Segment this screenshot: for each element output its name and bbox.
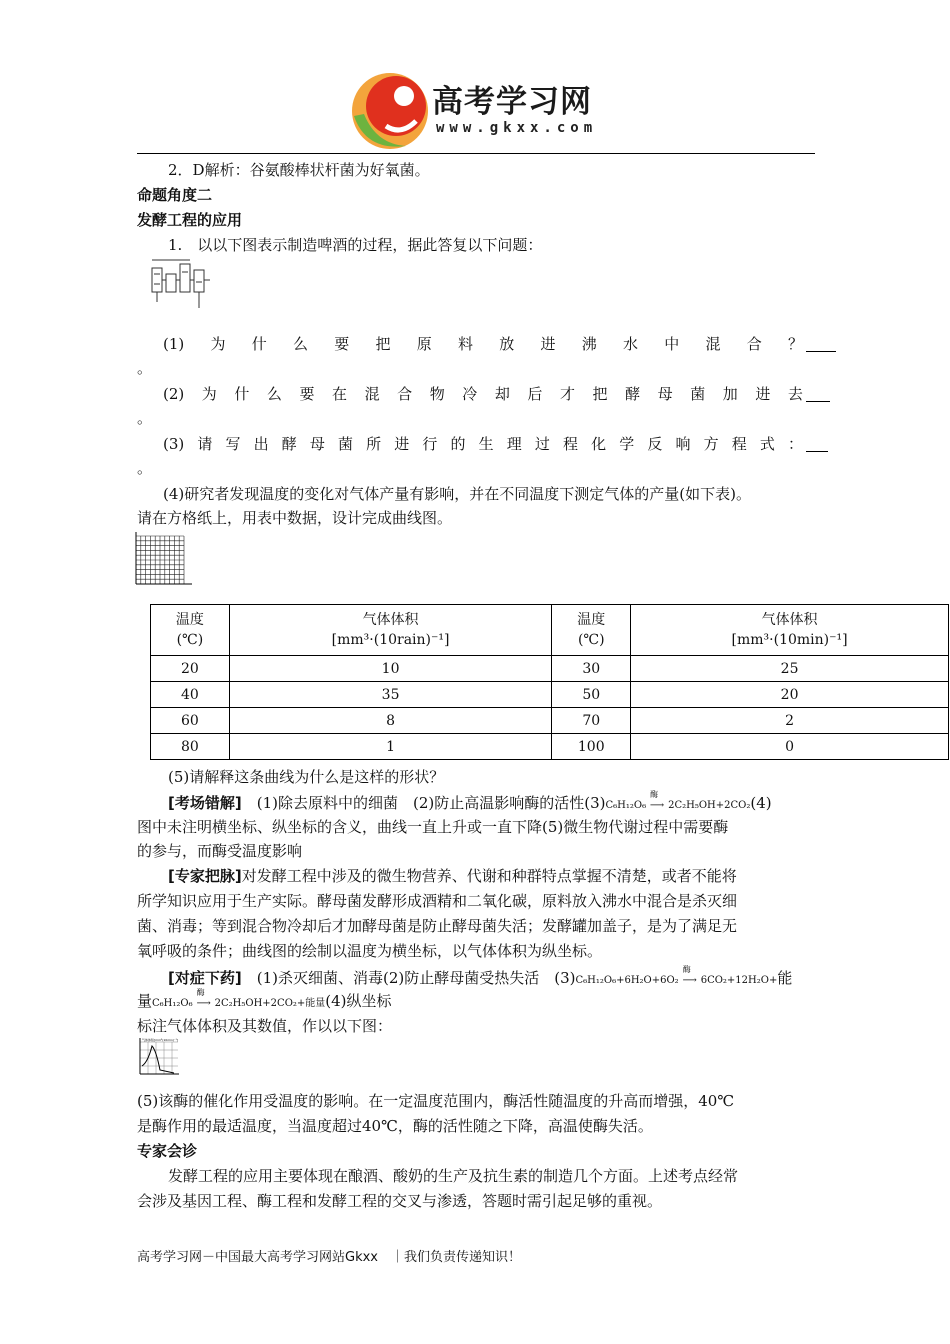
wrong-answer-tail: (4) — [750, 794, 772, 812]
brewing-process-figure — [150, 256, 214, 314]
question-char: 什 — [234, 385, 250, 403]
question-char: 物 — [429, 385, 445, 403]
question-5: (5)请解释这条曲线为什么是这样的形状？ — [168, 768, 445, 786]
question-char: 菌 — [337, 435, 353, 453]
equation-3: C₆H₁₂O₆ 酶 ⟶ 2C₂H₅OH+2CO₂+能量 — [152, 988, 326, 1009]
heading-consultation: 专家会诊 — [137, 1142, 198, 1160]
answer-curve-chart — [134, 1036, 180, 1082]
expert-analysis-label: [专家把脉] — [168, 867, 242, 885]
question-char: 化 — [591, 435, 607, 453]
question-char: 为 — [201, 385, 217, 403]
question-char: 的 — [450, 435, 466, 453]
table-row — [151, 682, 949, 708]
question-char: 中 — [664, 335, 680, 353]
expert-analysis-line2: 所学知识应用于生产实际。酵母菌发酵形成酒精和二氧化碳，原料放入沸水中混合是杀灭细 — [137, 892, 738, 910]
question-2 — [163, 384, 803, 404]
question-char: 混 — [364, 385, 380, 403]
question-char: 水 — [622, 335, 638, 353]
equation-2: C₆H₁₂O₆+6H₂O+6O₂ 酶 ⟶ 6CO₂+12H₂O+ — [575, 965, 778, 986]
expert-analysis-line4: 氧呼吸的条件；曲线图的绘制以温度为横坐标，以气体体积为纵坐标。 — [137, 942, 603, 960]
wrong-answer-line3: 的参与，而酶受温度影响 — [137, 842, 303, 860]
table-cell: 10 — [229, 656, 552, 682]
period-3: 。 — [137, 459, 153, 477]
question-char: 冷 — [462, 385, 478, 403]
question-char: 写 — [225, 435, 241, 453]
question-char: 后 — [527, 385, 543, 403]
question-4-line2: 请在方格纸上，用表中数据，设计完成曲线图。 — [137, 509, 453, 527]
graph-paper-grid — [134, 532, 194, 592]
consultation-line1: 发酵工程的应用主要体现在酿酒、酸奶的生产及抗生素的制造几个方面。上述考点经常 — [168, 1167, 739, 1185]
question-char: 沸 — [581, 335, 597, 353]
table-cell: 1 — [229, 734, 552, 760]
answer-blank-3[interactable] — [806, 437, 828, 452]
chart-ylabel: 气体体积[mm³(10min)⁻¹] — [142, 1038, 178, 1042]
question-char: 过 — [534, 435, 550, 453]
table-cell: 50 — [552, 682, 631, 708]
solution-text: (1)杀灭细菌、消毒(2)防止酵母菌受热失活 (3) — [241, 969, 576, 987]
wrong-answer-line1 — [168, 790, 772, 816]
question-char: 所 — [366, 435, 382, 453]
question-char: 放 — [499, 335, 515, 353]
solution-line1 — [168, 965, 793, 991]
expert-analysis-line1 — [168, 866, 737, 886]
question-char: 生 — [478, 435, 494, 453]
header-cell-temp-1: 温度 (℃) — [151, 605, 230, 656]
question-char: 原 — [416, 335, 432, 353]
table-row — [151, 708, 949, 734]
table-cell: 25 — [631, 656, 949, 682]
table-row — [151, 734, 949, 760]
question-char: 料 — [457, 335, 473, 353]
heading-angle: 命题角度二 — [137, 186, 213, 204]
question-4-line1: (4)研究者发现温度的变化对气体产量有影响，并在不同温度下测定气体的产量(如下表)。 — [163, 485, 751, 503]
question-char: 么 — [266, 385, 282, 403]
question-char: 反 — [647, 435, 663, 453]
question-char: 学 — [619, 435, 635, 453]
wrong-answer-line2: 图中未注明横坐标、纵坐标的含义，曲线一直上升或一直下降(5)微生物代谢过程中需要酶 — [137, 818, 729, 836]
question-char: 行 — [422, 435, 438, 453]
question-char: ？ — [787, 335, 803, 353]
table-cell: 8 — [229, 708, 552, 734]
answer-blank-2[interactable] — [806, 387, 830, 402]
header-cell-volume-1: 气体体积 [mm³·(10rain)⁻¹] — [229, 605, 552, 656]
question-1 — [163, 334, 803, 354]
logo-emblem-icon — [346, 66, 436, 152]
answer-2: 2．D解析：谷氨酸棒状杆菌为好氧菌。 — [168, 161, 430, 179]
question-char: 合 — [746, 335, 762, 353]
question-char: 响 — [675, 435, 691, 453]
question-char: 酵 — [281, 435, 297, 453]
question-char: 母 — [309, 435, 325, 453]
question-intro: 1. 以以下图表示制造啤酒的过程，据此答复以下问题： — [168, 236, 543, 254]
table-cell: 2 — [631, 708, 949, 734]
table-cell: 40 — [151, 682, 230, 708]
wrong-answer-text: (1)除去原料中的细菌 (2)防止高温影响酶的活性(3) — [241, 794, 606, 812]
question-char: 把 — [375, 335, 391, 353]
page-footer: 高考学习网－中国最大高考学习网站Gkxx ｜我们负责传递知识！ — [137, 1250, 521, 1265]
question-char: 进 — [755, 385, 771, 403]
logo-url: www.gkxx.com — [436, 120, 598, 136]
equation-1: C₆H₁₂O₆ 酶 ⟶ 2C₂H₅OH+2CO₂ — [605, 790, 751, 811]
question-char: 在 — [332, 385, 348, 403]
question-char: 为 — [210, 335, 226, 353]
period-2: 。 — [137, 409, 153, 427]
question-char: 把 — [592, 385, 608, 403]
solution-label: [对症下药] — [168, 969, 242, 987]
logo-title: 高考学习网 — [432, 84, 592, 120]
question-char: 出 — [253, 435, 269, 453]
header-cell-temp-2: 温度 (℃) — [552, 605, 631, 656]
question-char: 程 — [731, 435, 747, 453]
question-char: 程 — [562, 435, 578, 453]
question-char: 去 — [787, 385, 803, 403]
question-char: 式 — [759, 435, 775, 453]
question-char: (2) — [163, 385, 185, 403]
question-char: 却 — [494, 385, 510, 403]
question-char: 加 — [722, 385, 738, 403]
question-char: 要 — [299, 385, 315, 403]
table-cell: 20 — [631, 682, 949, 708]
table-cell: 70 — [552, 708, 631, 734]
table-cell: 0 — [631, 734, 949, 760]
expert-analysis-line3: 菌、消毒；等到混合物冷却后才加酵母菌是防止酵母菌失活；发酵罐加盖子，是为了满足无 — [137, 917, 738, 935]
answer-5-line1: (5)该酶的催化作用受温度的影响。在一定温度范围内，酶活性随温度的升高而增强，40℃ — [137, 1092, 735, 1110]
question-char: 方 — [703, 435, 719, 453]
question-char: 要 — [334, 335, 350, 353]
table-cell: 20 — [151, 656, 230, 682]
question-char: 么 — [292, 335, 308, 353]
gas-volume-table — [150, 604, 949, 760]
question-char: (3) — [163, 435, 185, 453]
question-char: 理 — [506, 435, 522, 453]
question-char: ： — [787, 435, 803, 453]
table-cell: 100 — [552, 734, 631, 760]
expert-analysis-text: 对发酵工程中涉及的微生物营养、代谢和种群特点掌握不清楚，或者不能将 — [241, 867, 737, 885]
table-cell: 35 — [229, 682, 552, 708]
question-char: 菌 — [690, 385, 706, 403]
question-char: 混 — [705, 335, 721, 353]
question-char: 进 — [540, 335, 556, 353]
question-char: 酵 — [625, 385, 641, 403]
solution-line2: 量C₆H₁₂O₆ 酶 ⟶ 2C₂H₅OH+2CO₂+能量(4)纵坐标 — [137, 988, 392, 1010]
solution-line3: 标注气体体积及其数值，作以以下图： — [137, 1017, 393, 1035]
heading-topic: 发酵工程的应用 — [137, 211, 243, 229]
question-char: 进 — [394, 435, 410, 453]
header-divider — [137, 153, 815, 154]
question-char: 请 — [197, 435, 213, 453]
site-logo — [346, 66, 616, 152]
answer-5-line2: 是酶作用的最适温度，当温度超过40℃，酶的活性随之下降，高温使酶失活。 — [137, 1117, 653, 1135]
table-cell: 60 — [151, 708, 230, 734]
period-1: 。 — [137, 359, 153, 377]
question-char: 母 — [657, 385, 673, 403]
question-char: 才 — [559, 385, 575, 403]
wrong-answer-label: [考场错解] — [168, 794, 242, 812]
header-cell-volume-2: 气体体积 [mm³·(10min)⁻¹] — [631, 605, 949, 656]
table-cell: 80 — [151, 734, 230, 760]
answer-blank-1[interactable] — [806, 337, 836, 352]
solution-tail: 能 — [777, 969, 793, 987]
question-char: (1) — [163, 335, 185, 353]
consultation-line2: 会涉及基因工程、酶工程和发酵工程的交叉与渗透，答题时需引起足够的重视。 — [137, 1192, 663, 1210]
table-cell: 30 — [552, 656, 631, 682]
question-char: 什 — [251, 335, 267, 353]
question-char: 合 — [397, 385, 413, 403]
question-3 — [163, 434, 803, 454]
table-row — [151, 656, 949, 682]
